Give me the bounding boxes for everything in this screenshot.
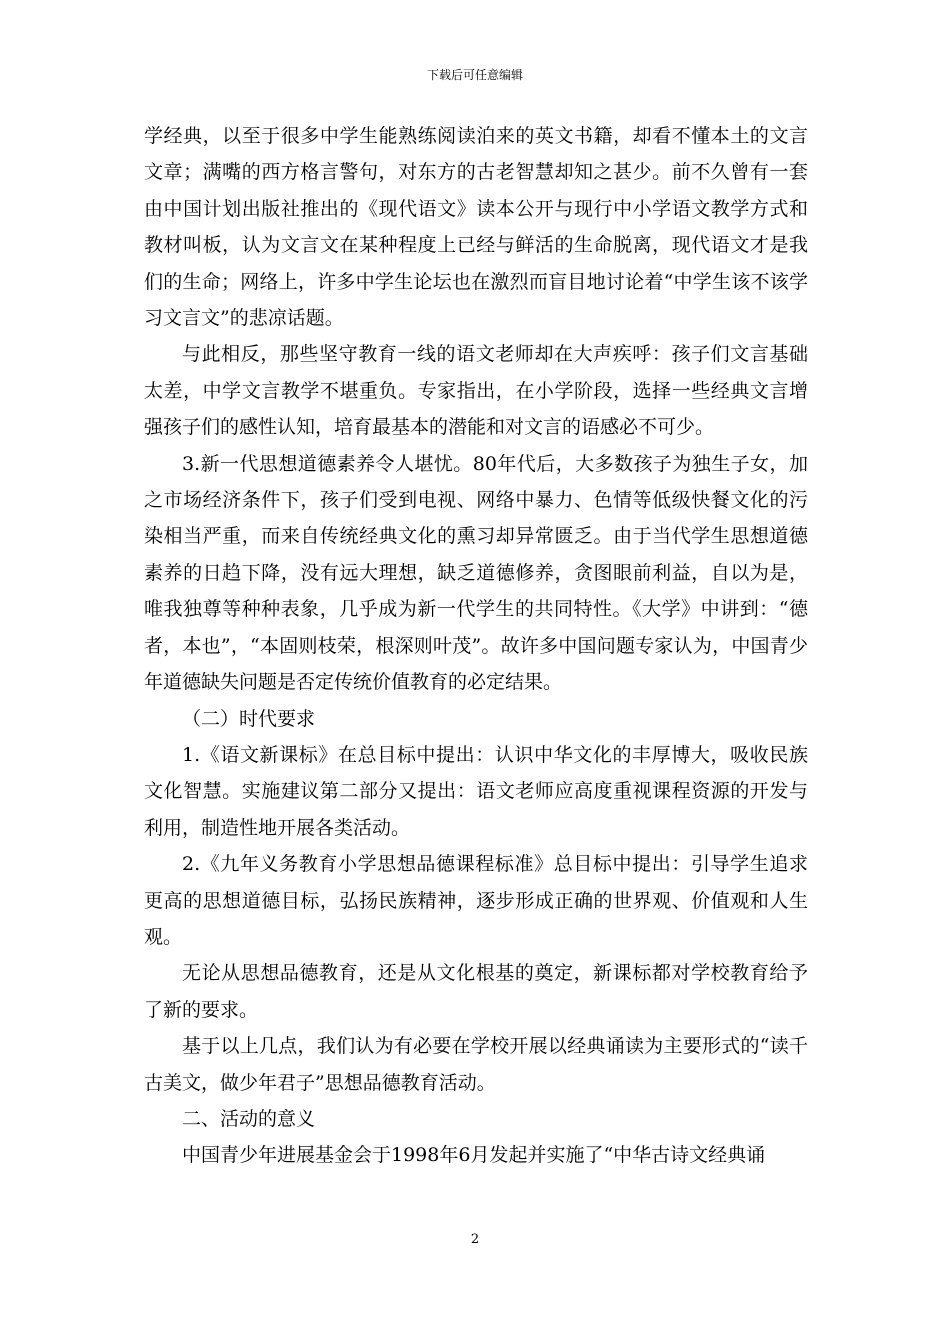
paragraph-teachers-appeal: 与此相反，那些坚守教育一线的语文老师却在大声疾呼：孩子们文言基础太差，中学文言教学不堪重负。专家指出，在小学阶段，选择一些经典文言增强孩子们的感性认知，培育最基本的潜能和对文言的语感必不可少。 xyxy=(144,343,808,439)
section-heading-era-requirements: （二）时代要求 xyxy=(182,707,316,730)
paragraph-classics-continuation: 学经典，以至于很多中学生能熟练阅读泊来的英文书籍，却看不懂本土的文言文章；满嘴的西方格言警句，对东方的古老智慧却知之甚少。前不久曾有一套由中国计划出版社推出的《现代语文》读本公开与现行中小学语文教学方式和教材叫板，认为文言文在某种程度上已经与鲜活的生命脱离，现代语文才是我们的生命；网络上，许多中学生论坛也在激烈而盲目地讨论着“中学生该不该学习文言文”的悲凉话题。 xyxy=(144,125,808,330)
document-body xyxy=(144,118,808,1174)
paragraph-foundation-initiative: 中国青少年进展基金会于1998年6月发起并实施了“中华古诗文经典诵 xyxy=(182,1144,766,1167)
paragraph-curriculum-standard-1: 1.《语文新课标》在总目标中提出：认识中华文化的丰厚博大，吸收民族文化智慧。实施建议第二部分又提出：语文老师应高度重视课程资源的开发与利用，制造性地开展各类活动。 xyxy=(144,743,808,839)
paragraph-new-requirements: 无论从思想品德教育，还是从文化根基的奠定，新课标都对学校教育给予了新的要求。 xyxy=(144,962,808,1021)
section-heading-activity-significance: 二、活动的意义 xyxy=(182,1107,316,1130)
paragraph-conclusion: 基于以上几点，我们认为有必要在学校开展以经典诵读为主要形式的“读千古美文，做少年君子”思想品德教育活动。 xyxy=(144,1035,808,1094)
paragraph-curriculum-standard-2: 2.《九年义务教育小学思想品德课程标准》总目标中提出：引导学生追求更高的思想道德目标，弘扬民族精神，逐步形成正确的世界观、价值观和人生观。 xyxy=(144,853,808,948)
paragraph-moral-concern: 3.新一代思想道德素养令人堪忧。80年代后，大多数孩子为独生子女，加之市场经济条件下，孩子们受到电视、网络中暴力、色情等低级快餐文化的污染相当严重，而来自传统经典文化的熏习却异常匮乏。由于当代学生思想道德素养的日趋下降，没有远大理想，缺乏道德修养，贪图眼前利益，自以为是，唯我独尊等种种表象，几乎成为新一代学生的共同特性。《大学》中讲到：“德者，本也”，“本固则枝荣，根深则叶茂”。故许多中国问题专家认为，中国青少年道德缺失问题是否定传统价值教育的必定结果。 xyxy=(144,452,808,694)
page-number: 2 xyxy=(470,1232,480,1247)
page-header: 下载后可任意编辑 xyxy=(426,68,523,82)
